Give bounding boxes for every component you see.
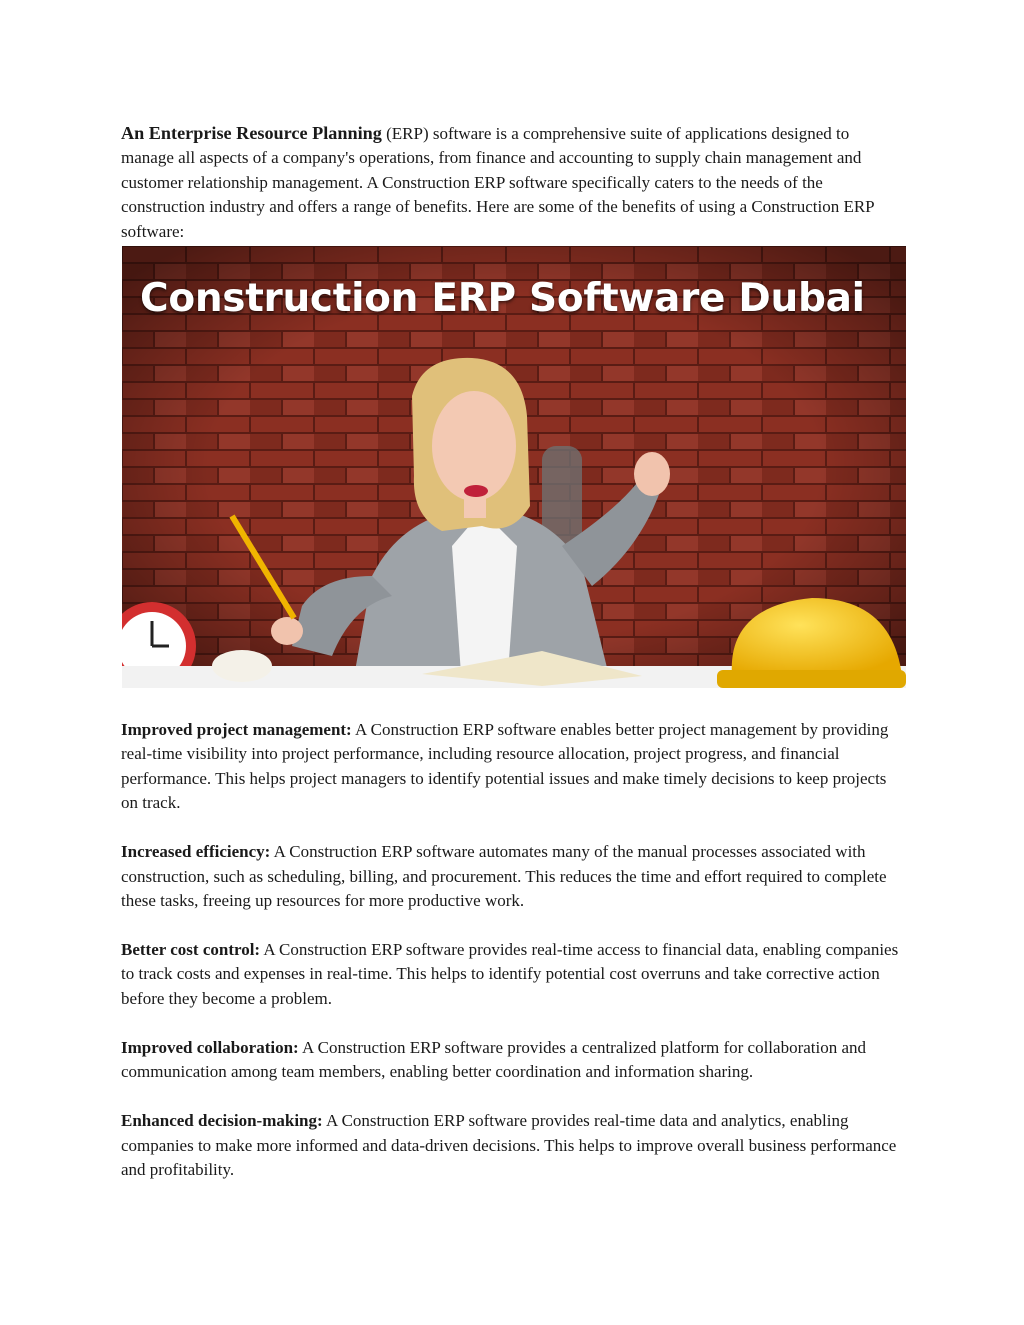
intro-paragraph: [121, 121, 906, 244]
benefit-item: [121, 718, 906, 816]
benefit-text: A Construction ERP software provides real-time access to financial data, enabling companies to track costs and expenses in real-time. This helps to identify potential cost overruns and take corrective action before they become a problem.: [121, 940, 899, 1008]
benefit-text: A Construction ERP software automates many of the manual processes associated with construction, such as scheduling, billing, and procurement. This reduces the time and effort required to complete these tasks, freeing up resources for more productive work.: [121, 842, 887, 911]
benefit-label: Enhanced decision-making:: [121, 1111, 323, 1131]
benefit-text: A Construction ERP software provides real-time data and analytics, enabling companies to make more informed and data-driven decisions. This helps to improve overall business performance and profitability.: [121, 1111, 897, 1180]
hero-image: [122, 246, 906, 688]
benefit-label: Better cost control:: [121, 940, 261, 960]
benefit-item: [121, 1109, 906, 1182]
benefit-label: Improved collaboration:: [121, 1037, 299, 1057]
benefit-text: A Construction ERP software provides a centralized platform for collaboration and communication among team members, enabling better coordination and information sharing.: [121, 1037, 867, 1082]
benefit-item: [121, 840, 906, 913]
hero-title: Construction ERP Software Dubai: [140, 276, 865, 321]
benefits-list: [121, 718, 906, 1207]
benefit-label: Increased efficiency:: [121, 842, 271, 862]
intro-lead: An Enterprise Resource Planning: [121, 123, 382, 143]
benefit-label: Improved project management:: [121, 720, 352, 739]
benefit-text: A Construction ERP software enables better project management by providing real-time visibility into project performance, including resource allocation, project progress, and financial performance. This helps project managers to identify potential issues and make timely decisions to keep projects on track.: [121, 720, 889, 813]
benefit-item: [121, 938, 906, 1011]
intro-text: (ERP) software is a comprehensive suite of applications designed to manage all aspects of a company's operations, from finance and accounting to supply chain management and customer relationship management. A Construction ERP software specifically caters to the needs of the construction industry and offers a range of benefits. Here are some of the benefits of using a Construction ERP software:: [121, 124, 874, 241]
benefit-item: [121, 1036, 906, 1085]
